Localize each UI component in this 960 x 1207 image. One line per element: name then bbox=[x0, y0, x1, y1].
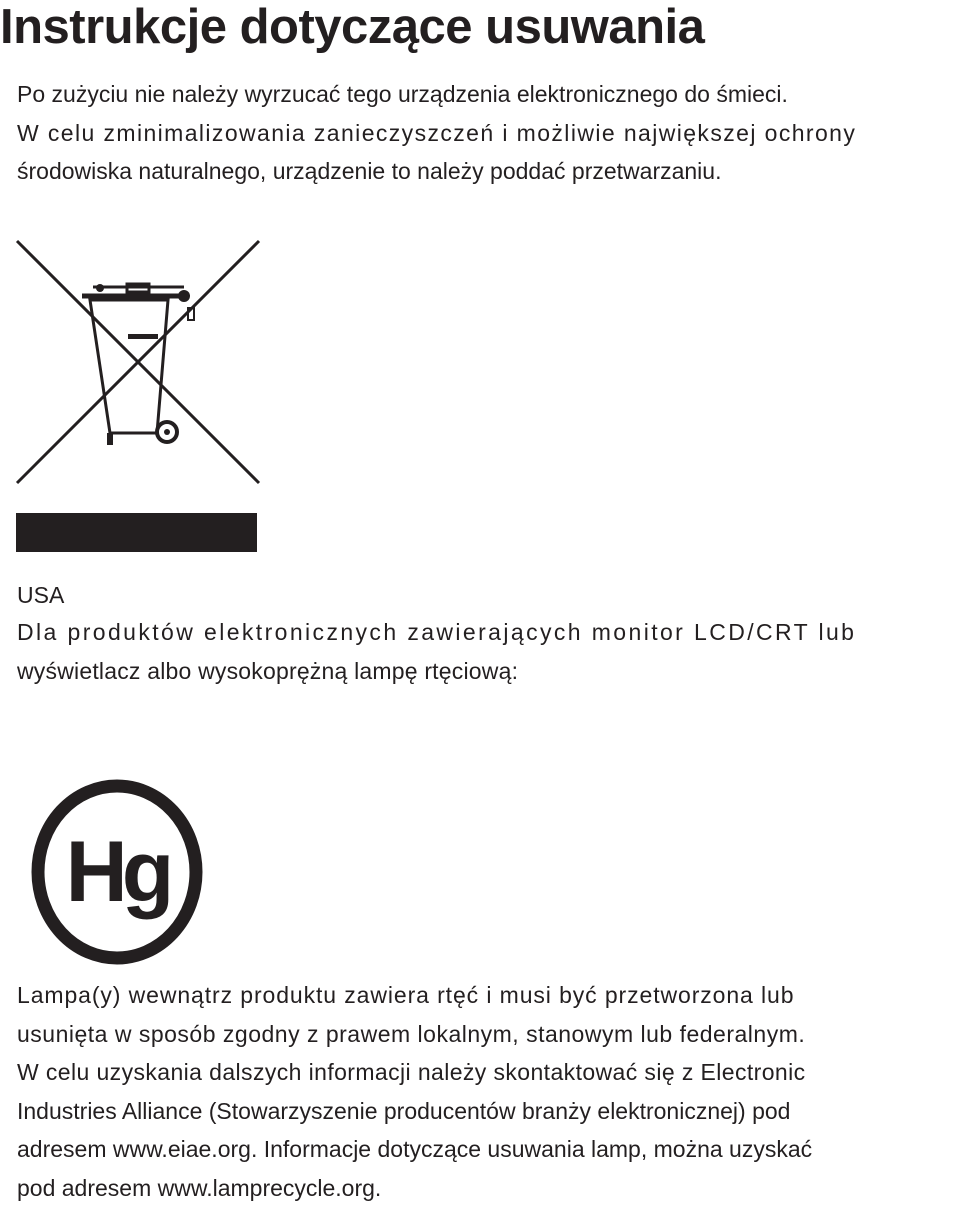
usa-line: Dla produktów elektronicznych zawierających monitor LCD/CRT lub bbox=[17, 619, 857, 645]
intro-line: środowiska naturalnego, urządzenie to należy poddać przetwarzaniu. bbox=[17, 158, 722, 184]
mercury-line: Industries Alliance (Stowarzyszenie producentów branży elektronicznej) pod bbox=[17, 1097, 791, 1124]
intro-line: W celu zminimalizowania zanieczyszczeń i możliwie największej ochrony bbox=[17, 119, 857, 146]
usa-heading: USA bbox=[17, 582, 65, 608]
mercury-line: adresem www.eiae.org. Informacje dotyczące usuwania lamp, można uzyskać bbox=[17, 1136, 813, 1162]
page-title: Instrukcje dotyczące usuwania bbox=[0, 0, 705, 54]
mercury-line: Lampa(y) wewnątrz produktu zawiera rtęć i musi być przetworzona lub bbox=[17, 982, 795, 1008]
intro-paragraph bbox=[17, 75, 960, 191]
mercury-line: pod adresem www.lamprecycle.org. bbox=[17, 1174, 382, 1201]
mercury-line: W celu uzyskania dalszych informacji należy skontaktować się z Electronic bbox=[17, 1059, 806, 1085]
usa-paragraph bbox=[17, 613, 960, 690]
intro-line: Po zużyciu nie należy wyrzucać tego urządzenia elektronicznego do śmieci. bbox=[17, 81, 788, 107]
mercury-paragraph bbox=[17, 976, 960, 1207]
hg-symbol-text: Hg bbox=[65, 824, 169, 920]
crossed-out-wheelie-bin-icon bbox=[14, 238, 262, 486]
mercury-hg-circle-icon bbox=[31, 779, 203, 965]
black-bar-divider bbox=[16, 513, 257, 552]
mercury-line: usunięta w sposób zgodny z prawem lokalnym, stanowym lub federalnym. bbox=[17, 1020, 806, 1047]
usa-line: wyświetlacz albo wysokoprężną lampę rtęciową: bbox=[17, 657, 519, 684]
